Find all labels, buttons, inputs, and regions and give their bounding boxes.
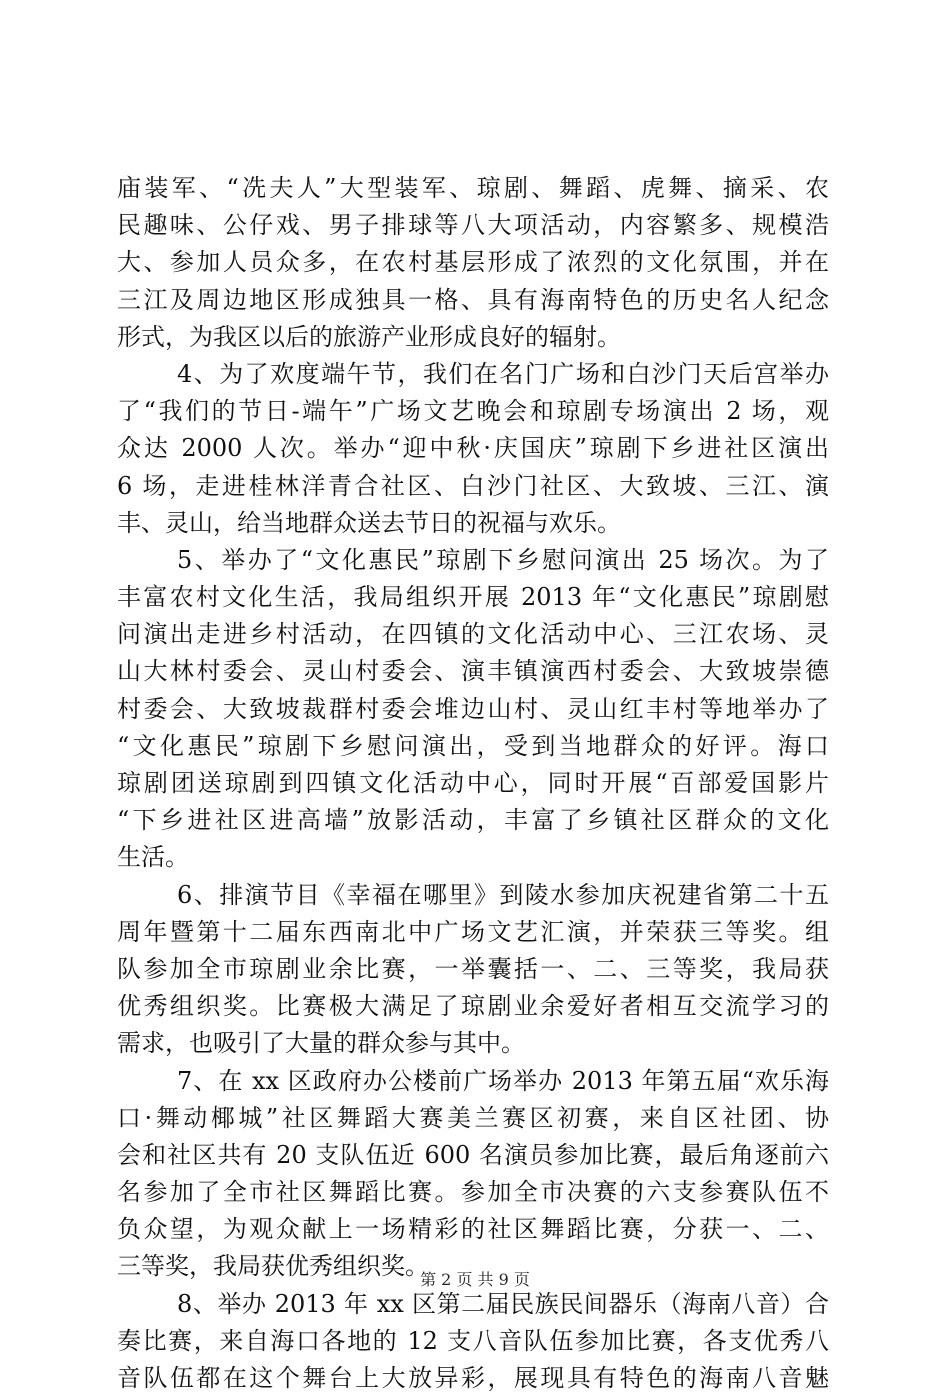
text-line: “下乡进社区进高墙”放影活动，丰富了乡镇社区群众的文化 xyxy=(117,806,829,835)
text-line: 琼剧团送琼剧到四镇文化活动中心，同时开展“百部爱国影片 xyxy=(117,769,829,797)
text-line: 众达 2000 人次。举办“迎中秋·庆国庆”琼剧下乡进社区演出 xyxy=(117,434,829,463)
text-line: 优秀组织奖。比赛极大满足了琼剧业余爱好者相互交流学习的 xyxy=(117,992,829,1021)
text-line: 队参加全市琼剧业余比赛，一举囊括一、二、三等奖，我局获 xyxy=(117,954,829,983)
text-line: 会和社区共有 20 支队伍近 600 名演员参加比赛，最后角逐前六 xyxy=(117,1140,829,1169)
text-line: 奏比赛，来自海口各地的 12 支八音队伍参加比赛，各支优秀八 xyxy=(117,1326,829,1355)
text-line: 8、举办 2013 年 xx 区第二届民族民间器乐（海南八音）合 xyxy=(177,1289,829,1318)
text-line: 生活。 xyxy=(117,843,189,872)
text-line: 需求，也吸引了大量的群众参与其中。 xyxy=(117,1029,525,1058)
text-line: 名参加了全市社区舞蹈比赛。参加全市决赛的六支参赛队伍不 xyxy=(117,1178,829,1207)
page-footer: 第 2 页 共 9 页 xyxy=(420,1270,530,1289)
text-line: 问演出走进乡村活动，在四镇的文化活动中心、三江农场、灵 xyxy=(117,620,829,649)
text-line: 7、在 xx 区政府办公楼前广场举办 2013 年第五届“欢乐海 xyxy=(177,1066,829,1095)
document-body xyxy=(117,170,829,1397)
text-line: 6、排演节目《幸福在哪里》到陵水参加庆祝建省第二十五 xyxy=(177,880,829,909)
text-line: 4、为了欢度端午节，我们在名门广场和白沙门天后宫举办 xyxy=(177,359,829,388)
text-line: “文化惠民”琼剧下乡慰问演出，受到当地群众的好评。海口 xyxy=(117,731,829,760)
text-line: 负众望，为观众献上一场精彩的社区舞蹈比赛，分获一、二、 xyxy=(117,1215,829,1244)
text-line: 5、举办了“文化惠民”琼剧下乡慰问演出 25 场次。为了 xyxy=(177,545,829,574)
text-line: 周年暨第十二届东西南北中广场文艺汇演，并荣获三等奖。组 xyxy=(117,917,829,946)
text-line: 大、参加人员众多，在农村基层形成了浓烈的文化氛围，并在 xyxy=(117,248,829,277)
text-line: 庙装军、“冼夫人”大型装军、琼剧、舞蹈、虎舞、摘采、农 xyxy=(117,174,829,202)
text-line: 口·舞动椰城”社区舞蹈大赛美兰赛区初赛，来自区社团、协 xyxy=(117,1103,829,1132)
text-line: 三江及周边地区形成独具一格、具有海南特色的历史名人纪念 xyxy=(117,285,829,314)
text-line: 山大林村委会、灵山村委会、演丰镇演西村委会、大致坡崇德 xyxy=(117,657,829,686)
text-line: 丰富农村文化生活，我局组织开展 2013 年“文化惠民”琼剧慰 xyxy=(117,583,829,612)
text-line: 村委会、大致坡裁群村委会堆边山村、灵山红丰村等地举办了 xyxy=(117,694,829,723)
text-line: 形式，为我区以后的旅游产业形成良好的辐射。 xyxy=(117,322,621,351)
text-line: 民趣味、公仔戏、男子排球等八大项活动，内容繁多、规模浩 xyxy=(117,211,829,240)
text-line: 了“我们的节日-端午”广场文艺晚会和琼剧专场演出 2 场，观 xyxy=(117,397,829,426)
text-line: 丰、灵山，给当地群众送去节日的祝福与欢乐。 xyxy=(117,508,621,537)
text-line: 6 场，走进桂林洋青合社区、白沙门社区、大致坡、三江、演 xyxy=(117,471,829,500)
text-line: 三等奖，我局获优秀组织奖。 xyxy=(117,1252,429,1281)
text-line: 音队伍都在这个舞台上大放异彩，展现具有特色的海南八音魅 xyxy=(117,1364,829,1392)
